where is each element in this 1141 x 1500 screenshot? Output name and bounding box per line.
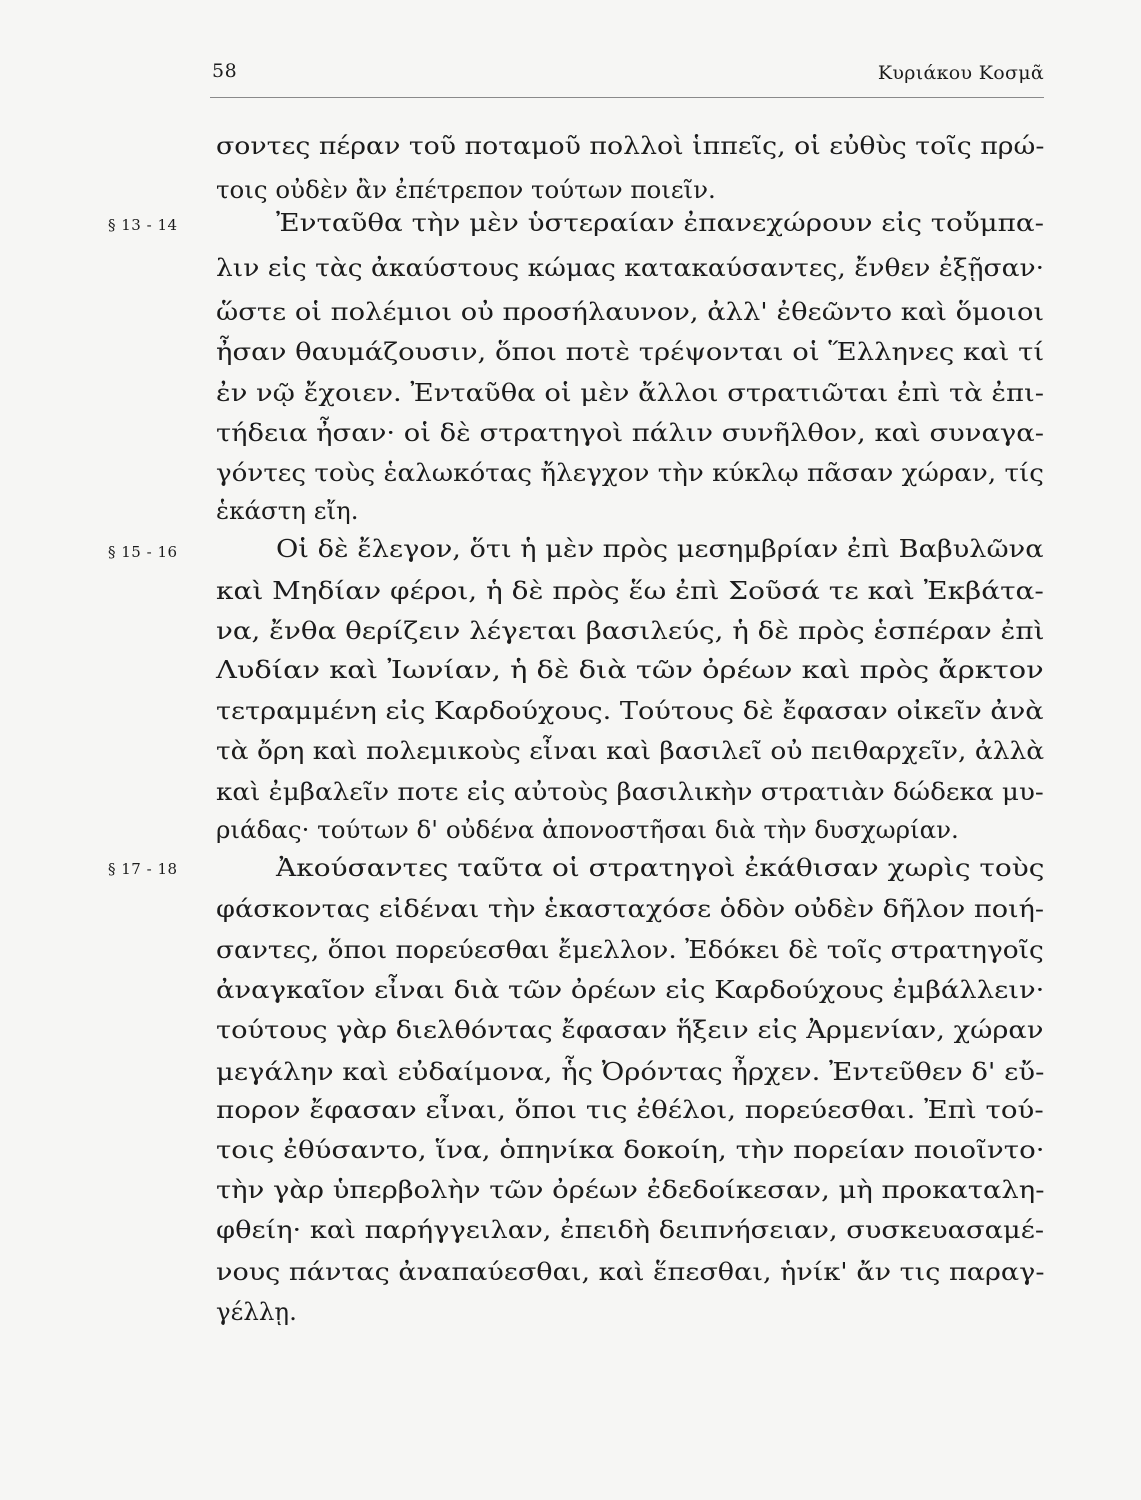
text-line: ἀναγκαῖον εἶναι διὰ τῶν ὀρέων εἰς Καρδούχους ἐμβάλλειν·	[216, 975, 1045, 1004]
text-line: νους πάντας ἀναπαύεσθαι, καὶ ἕπεσθαι, ἡνίκ' ἄν τις παραγ-	[216, 1257, 1045, 1286]
page-number: 58	[212, 60, 238, 82]
text-line: γόντες τοὺς ἑαλωκότας ἤλεγχον τὴν κύκλῳ πᾶσαν χώραν, τίς	[216, 458, 1044, 487]
text-line: λιν εἰς τὰς ἀκαύστους κώμας κατακαύσαντες, ἔνθεν ἐξῇσαν·	[216, 253, 1045, 282]
text-line: τοις ἐθύσαντο, ἵνα, ὁπηνίκα δοκοίη, τὴν πορείαν ποιοῖντο·	[216, 1135, 1045, 1164]
text-line: τήδεια ἦσαν· οἱ δὲ στρατηγοὶ πάλιν συνῆλθον, καὶ συναγα-	[216, 418, 1045, 447]
text-line: Οἱ δὲ ἔλεγον, ὅτι ἡ μὲν πρὸς μεσημβρίαν ἐπὶ Βαβυλῶνα	[276, 534, 1044, 563]
text-line: σαντες, ὅποι πορεύεσθαι ἔμελλον. Ἐδόκει δὲ τοῖς στρατηγοῖς	[216, 935, 1044, 964]
text-line: πορον ἔφασαν εἶναι, ὅποι τις ἐθέλοι, πορεύεσθαι. Ἐπὶ τού-	[216, 1095, 1044, 1124]
text-line: να, ἔνθα θερίζειν λέγεται βασιλεύς, ἡ δὲ πρὸς ἑσπέραν ἐπὶ	[216, 616, 1045, 645]
section-mark-17-18: § 17 - 18	[108, 860, 178, 878]
text-line: Ἐνταῦθα τὴν μὲν ὑστεραίαν ἐπανεχώρουν εἰς τοὔμπα-	[276, 208, 1044, 237]
text-line: ἑκάστη εἴη.	[216, 496, 359, 525]
text-line: ἦσαν θαυμάζουσιν, ὅποι ποτὲ τρέψονται οἱ Ἕλληνες καὶ τί	[216, 337, 1045, 366]
text-line: τετραμμένη εἰς Καρδούχους. Τούτους δὲ ἔφασαν οἰκεῖν ἀνὰ	[216, 696, 1044, 725]
text-line: Λυδίαν καὶ Ἰωνίαν, ἡ δὲ διὰ τῶν ὀρέων καὶ πρὸς ἄρκτον	[216, 655, 1044, 684]
text-line: ἐν νῷ ἔχοιεν. Ἐνταῦθα οἱ μὲν ἄλλοι στρατιῶται ἐπὶ τὰ ἐπι-	[216, 378, 1045, 407]
text-line: ριάδας· τούτων δ' οὐδένα ἀπονοστῆσαι διὰ τὴν δυσχωρίαν.	[216, 815, 959, 844]
text-line: μεγάλην καὶ εὐδαίμονα, ἧς Ὀρόντας ἦρχεν. Ἐντεῦθεν δ' εὔ-	[216, 1057, 1045, 1086]
text-line: καὶ ἐμβαλεῖν ποτε εἰς αὐτοὺς βασιλικὴν στρατιὰν δώδεκα μυ-	[216, 777, 1044, 806]
running-title: Κυριάκου Κοσμᾶ	[877, 62, 1044, 84]
text-line: σοντες πέραν τοῦ ποταμοῦ πολλοὶ ἱππεῖς, οἱ εὐθὺς τοῖς πρώ-	[216, 131, 1045, 160]
text-line: γέλλῃ.	[216, 1297, 297, 1326]
text-line: τὰ ὄρη καὶ πολεμικοὺς εἶναι καὶ βασιλεῖ οὐ πειθαρχεῖν, ἀλλὰ	[216, 736, 1045, 765]
text-line: τοις οὐδὲν ἂν ἐπέτρεπον τούτων ποιεῖν.	[216, 175, 716, 204]
text-line: φάσκοντας εἰδέναι τὴν ἑκασταχόσε ὁδὸν οὐδὲν δῆλον ποιή-	[216, 894, 1045, 923]
header-rule	[210, 97, 1044, 98]
text-line: ὥστε οἱ πολέμιοι οὐ προσήλαυνον, ἀλλ' ἐθεῶντο καὶ ὅμοιοι	[216, 297, 1045, 326]
text-line: τούτους γὰρ διελθόντας ἔφασαν ἥξειν εἰς Ἀρμενίαν, χώραν	[216, 1015, 1044, 1044]
running-head	[210, 60, 1044, 100]
section-mark-15-16: § 15 - 16	[108, 543, 178, 561]
text-line: καὶ Μηδίαν φέροι, ἡ δὲ πρὸς ἕω ἐπὶ Σοῦσά τε καὶ Ἐκβάτα-	[216, 576, 1044, 605]
text-line: Ἀκούσαντες ταῦτα οἱ στρατηγοὶ ἐκάθισαν χωρὶς τοὺς	[276, 853, 1045, 882]
text-line: τὴν γὰρ ὑπερβολὴν τῶν ὀρέων ἐδεδοίκεσαν, μὴ προκαταλη-	[216, 1175, 1045, 1204]
section-mark-13-14: § 13 - 14	[108, 216, 178, 234]
text-line: φθείη· καὶ παρήγγειλαν, ἐπειδὴ δειπνήσειαν, συσκευασαμέ-	[216, 1215, 1045, 1244]
